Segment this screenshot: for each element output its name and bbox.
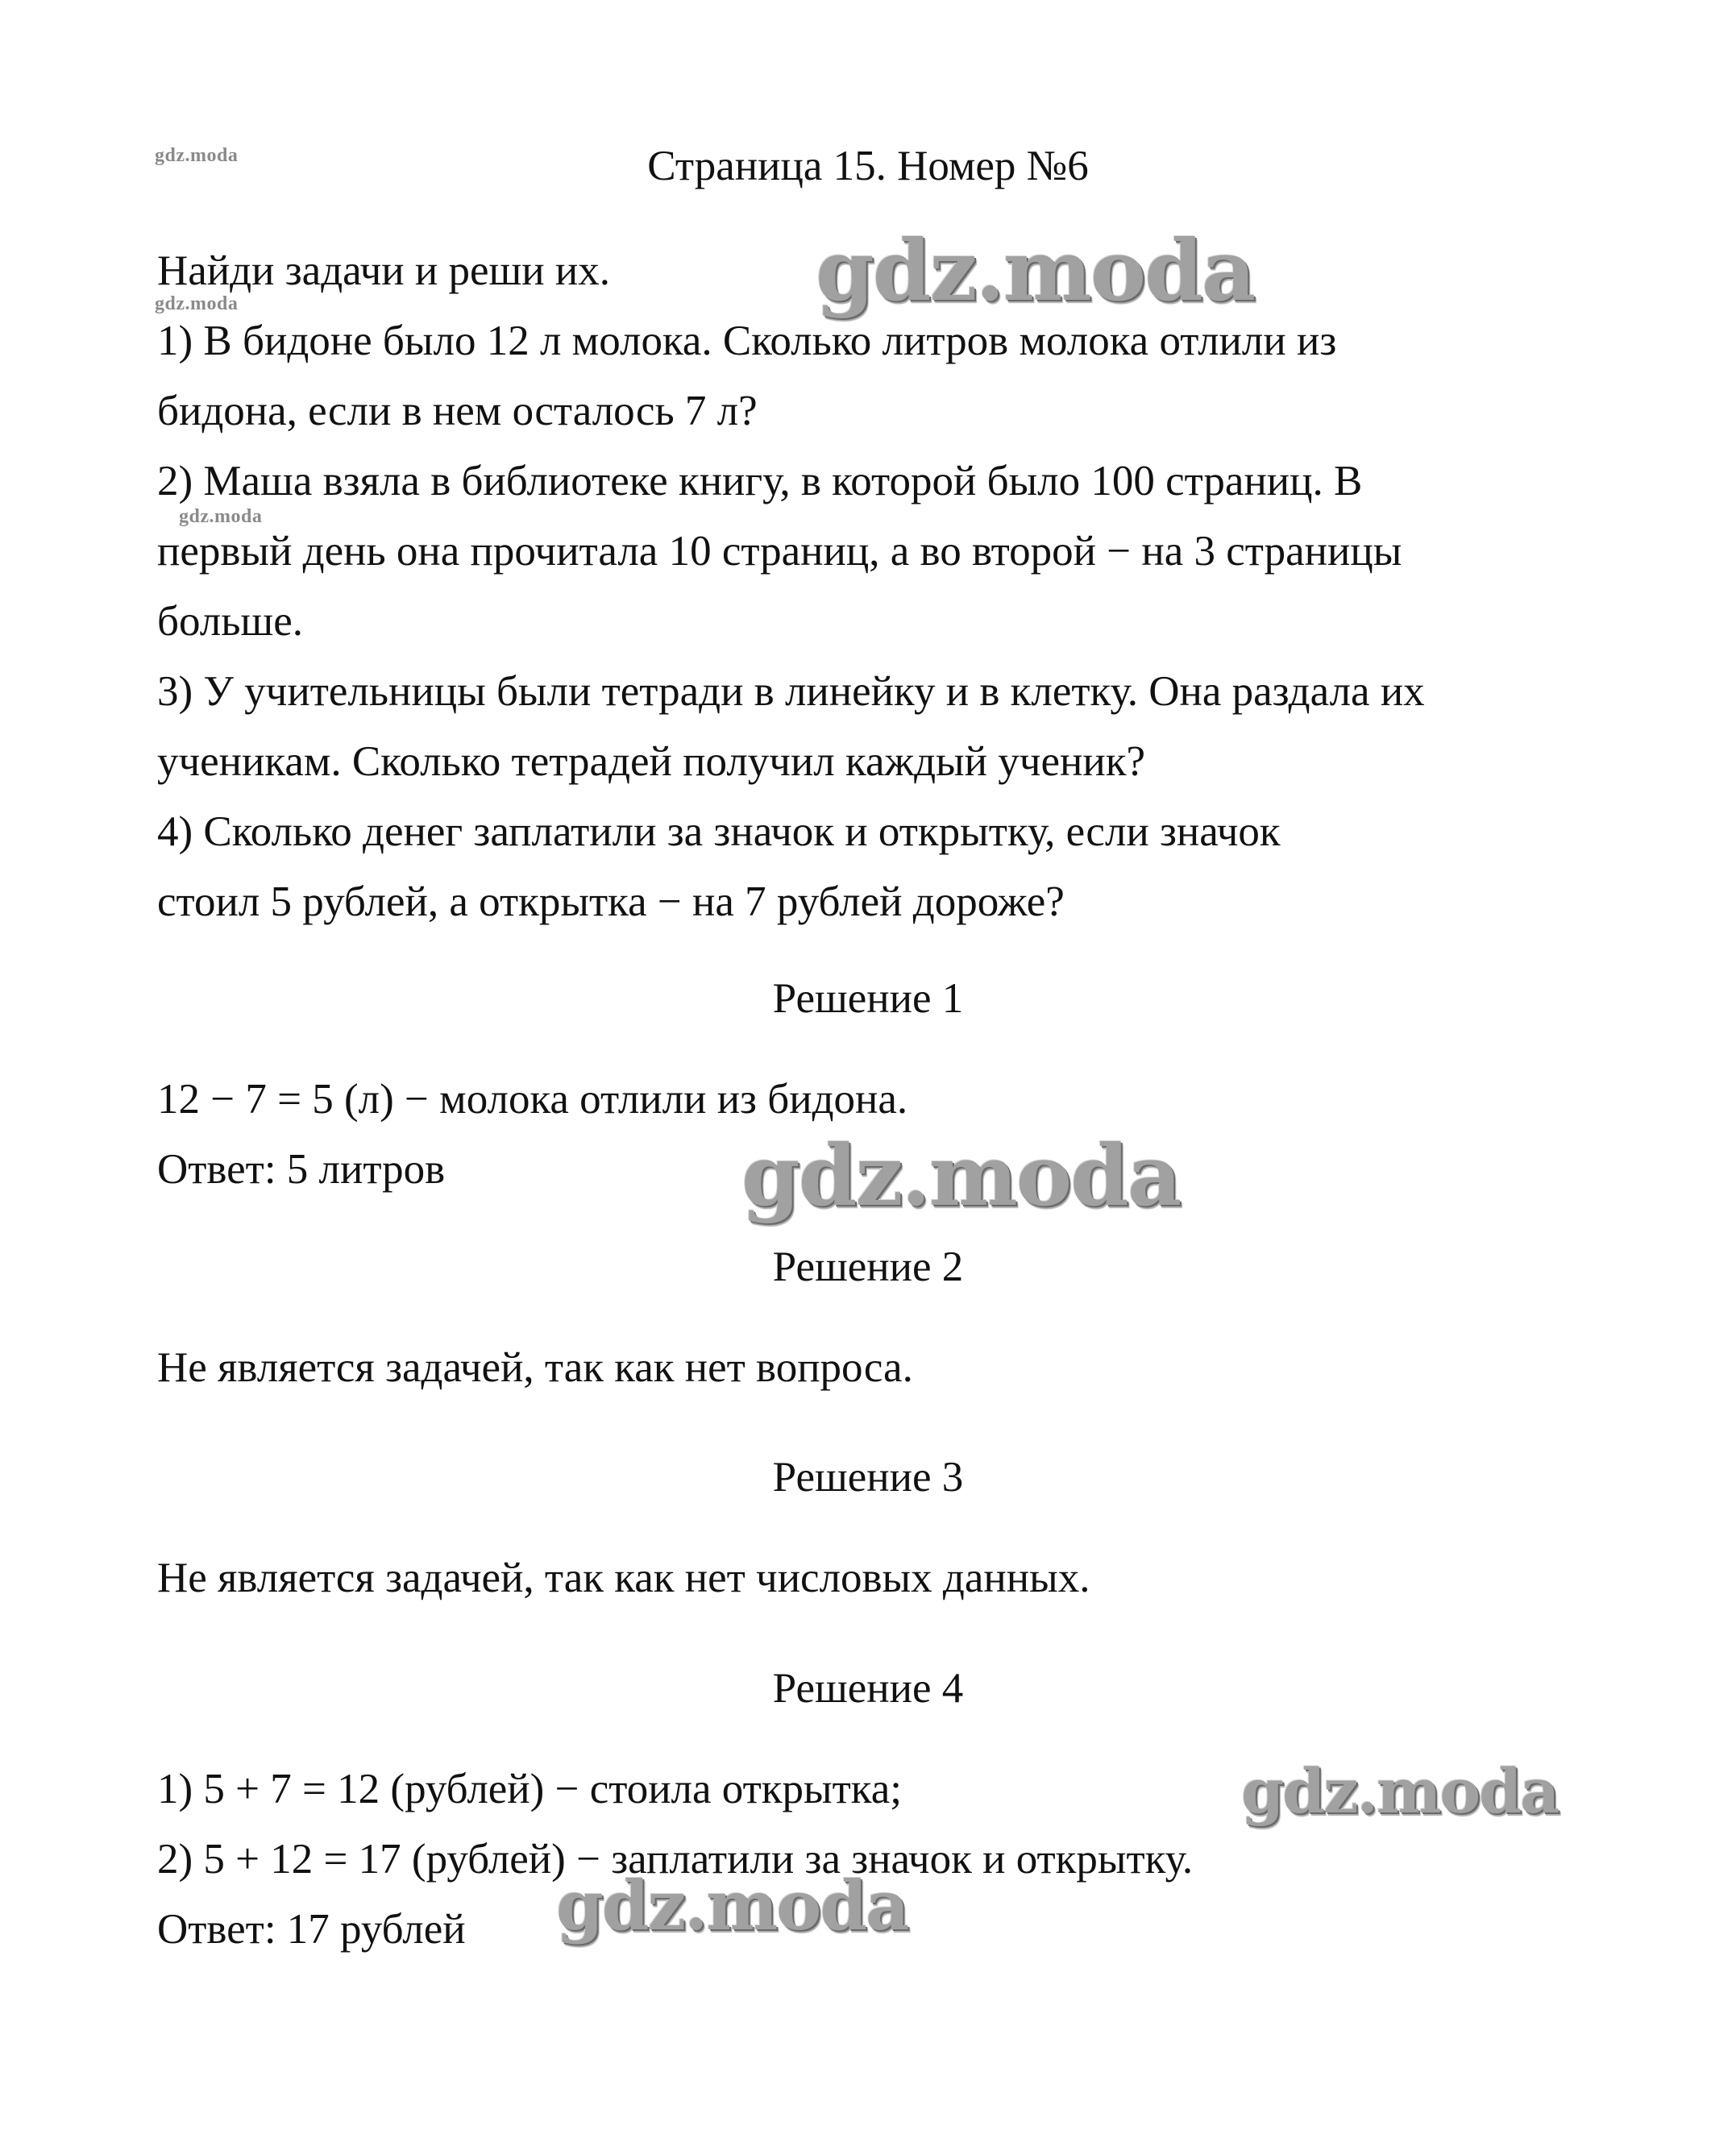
watermark-small: gdz.moda bbox=[155, 145, 239, 166]
solution-answer: Ответ: 5 литров bbox=[157, 1146, 446, 1193]
task-intro: Найди задачи и реши их. bbox=[157, 247, 611, 294]
solution-line: Не является задачей, так как нет числовых данных. bbox=[157, 1555, 1090, 1601]
watermark-large: gdz.moda bbox=[741, 1126, 1181, 1225]
solution-answer: Ответ: 17 рублей bbox=[157, 1906, 466, 1953]
solution-line: 12 − 7 = 5 (л) − молока отлили из бидона. bbox=[157, 1076, 908, 1123]
task-line: 2) Маша взяла в библиотеке книгу, в которой было 100 страниц. В bbox=[157, 458, 1363, 504]
task-line: стоил 5 рублей, а открытка − на 7 рублей дороже? bbox=[157, 878, 1065, 925]
watermark-small: gdz.moda bbox=[155, 293, 239, 314]
task-line: 4) Сколько денег заплатили за значок и открытку, если значок bbox=[157, 808, 1281, 855]
solution-heading: Решение 4 bbox=[772, 1665, 964, 1712]
watermark-large: gdz.moda bbox=[556, 1866, 908, 1945]
watermark-large: gdz.moda bbox=[816, 221, 1255, 320]
task-line: ученикам. Сколько тетрадей получил каждый ученик? bbox=[157, 738, 1145, 785]
task-line: 1) В бидоне было 12 л молока. Сколько литров молока отлили из bbox=[157, 318, 1337, 364]
task-line: больше. bbox=[157, 598, 303, 645]
solution-line: Не является задачей, так как нет вопроса. bbox=[157, 1344, 913, 1391]
solution-line: 2) 5 + 12 = 17 (рублей) − заплатили за значок и открытку. bbox=[157, 1836, 1194, 1883]
page-title: Страница 15. Номер №6 bbox=[647, 143, 1089, 189]
solution-line: 1) 5 + 7 = 12 (рублей) − стоила открытка; bbox=[157, 1766, 902, 1812]
task-line: бидона, если в нем осталось 7 л? bbox=[157, 388, 758, 434]
watermark-small: gdz.moda bbox=[179, 506, 263, 527]
solution-heading: Решение 2 bbox=[772, 1243, 964, 1290]
task-line: 3) У учительницы были тетради в линейку и в клетку. Она раздала их bbox=[157, 668, 1425, 715]
solution-heading: Решение 1 bbox=[772, 975, 964, 1022]
watermark-large: gdz.moda bbox=[1241, 1755, 1559, 1827]
solution-heading: Решение 3 bbox=[772, 1454, 964, 1501]
task-line: первый день она прочитала 10 страниц, а во второй − на 3 страницы bbox=[157, 528, 1402, 575]
